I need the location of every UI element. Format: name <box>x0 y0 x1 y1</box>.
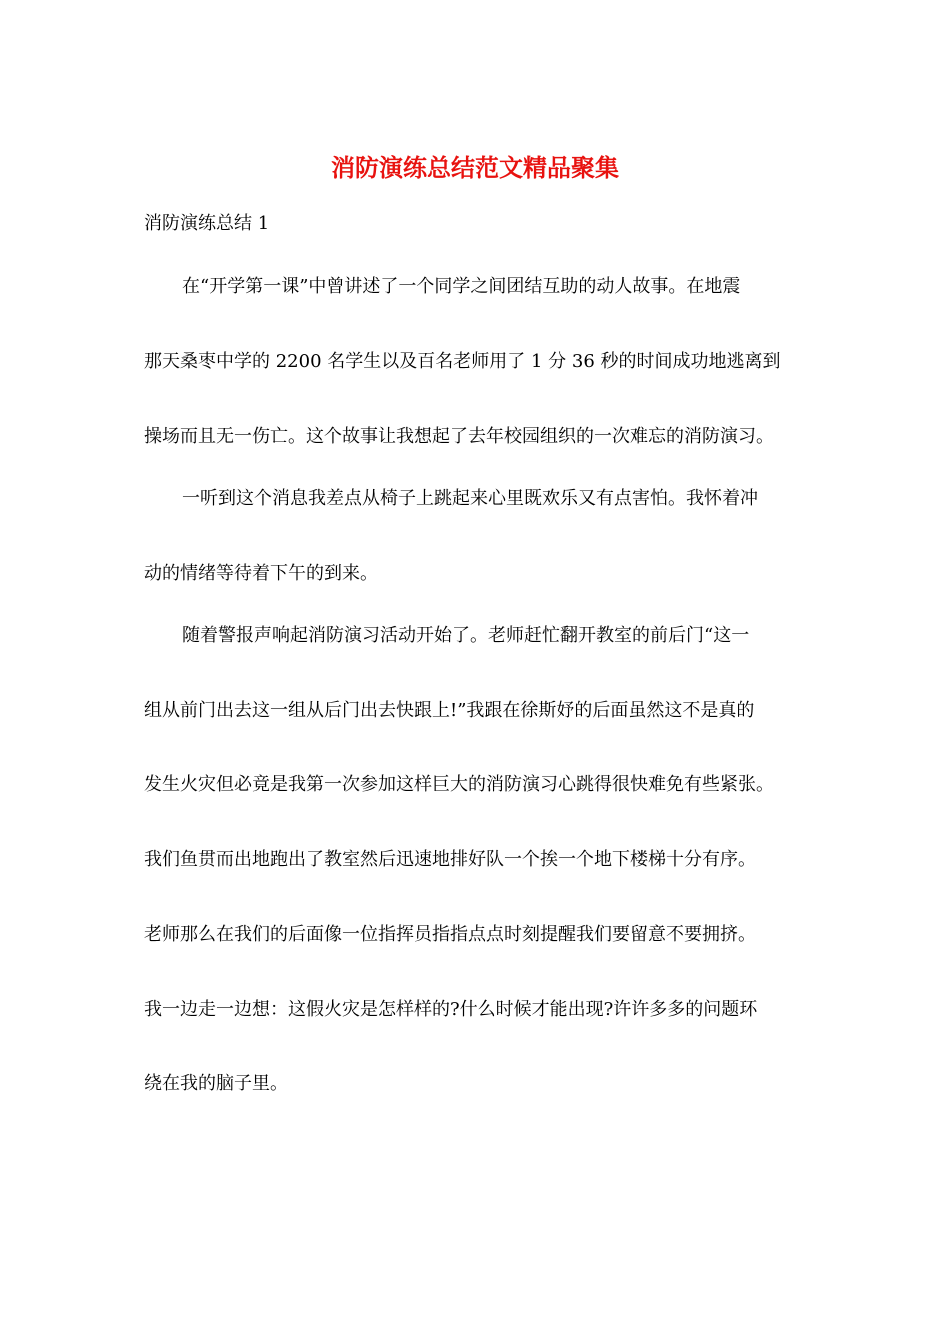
paragraph-line: 动的情绪等待着下午的到来。 <box>144 563 378 584</box>
document-title: 消防演练总结范文精品聚集 <box>331 153 619 182</box>
paragraph-line: 在“开学第一课”中曾讲述了一个同学之间团结互助的动人故事。在地震 <box>182 276 741 297</box>
paragraph-line: 那天桑枣中学的 2200 名学生以及百名老师用了 1 分 36 秒的时间成功地逃离到 <box>144 351 781 372</box>
paragraph-line: 我一边走一边想：这假火灾是怎样样的?什么时候才能出现?许许多多的问题环 <box>144 999 758 1020</box>
paragraph-line: 发生火灾但必竟是我第一次参加这样巨大的消防演习心跳得很快难免有些紧张。 <box>144 774 774 795</box>
paragraph-line: 绕在我的脑子里。 <box>144 1073 288 1094</box>
paragraph-line: 一听到这个消息我差点从椅子上跳起来心里既欢乐又有点害怕。我怀着冲 <box>182 488 758 509</box>
paragraph-line: 操场而且无一伤亡。这个故事让我想起了去年校园组织的一次难忘的消防演习。 <box>144 426 774 447</box>
paragraph-line: 组从前门出去这一组从后门出去快跟上!”我跟在徐斯妤的后面虽然这不是真的 <box>144 700 755 721</box>
section-heading: 消防演练总结 1 <box>144 213 270 234</box>
paragraph-line: 随着警报声响起消防演习活动开始了。老师赶忙翻开教室的前后门“这一 <box>182 625 750 646</box>
paragraph-line: 老师那么在我们的后面像一位指挥员指指点点时刻提醒我们要留意不要拥挤。 <box>144 924 756 945</box>
paragraph-line: 我们鱼贯而出地跑出了教室然后迅速地排好队一个挨一个地下楼梯十分有序。 <box>144 849 756 870</box>
